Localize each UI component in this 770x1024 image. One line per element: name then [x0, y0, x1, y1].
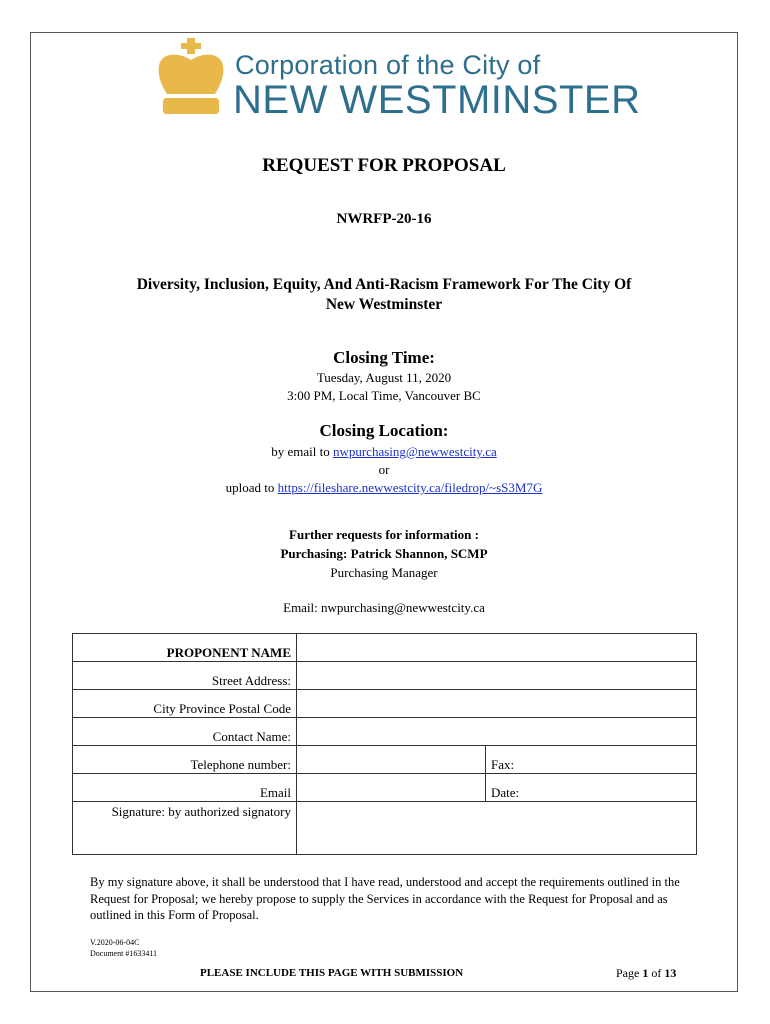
submission-email-link[interactable]: nwpurchasing@newwestcity.ca	[332, 444, 497, 459]
contact-name: Purchasing: Patrick Shannon, SCMP	[280, 546, 488, 561]
fax-field[interactable]	[486, 746, 697, 774]
street-address-label: Street Address:	[73, 662, 297, 690]
closing-location-details	[30, 443, 738, 497]
footer-instruction: PLEASE INCLUDE THIS PAGE WITH SUBMISSION	[200, 967, 464, 979]
email-prefix: by email to	[271, 444, 333, 459]
signature-statement: By my signature above, it shall be understood that I have read, understood and accept the requirements outlined in the Request for Proposal; we hereby propose to supply the Services in accordance with the Request for Proposal and as outlined in this Form of Proposal.	[90, 875, 680, 922]
version-number: V.2020-06-04C	[90, 938, 140, 947]
city-province-postal-label: City Province Postal Code	[73, 690, 297, 718]
page-prefix: Page	[616, 966, 643, 980]
proponent-name-label: PROPONENT NAME	[73, 634, 297, 662]
project-title	[30, 275, 738, 315]
document-title: REQUEST FOR PROPOSAL	[262, 155, 506, 176]
rfp-number: NWRFP-20-16	[336, 211, 432, 227]
upload-url-link[interactable]: https://fileshare.newwestcity.ca/filedrop/~sS3M7G	[277, 480, 543, 495]
project-title-line-1: Diversity, Inclusion, Equity, And Anti-Racism Framework For The City Of	[136, 276, 632, 293]
or-text: or	[378, 462, 390, 477]
upload-submission-line	[30, 479, 738, 497]
proponent-form	[72, 633, 697, 855]
closing-time-heading: Closing Time:	[333, 348, 435, 367]
upload-prefix: upload to	[225, 480, 278, 495]
email-submission-line	[30, 443, 738, 461]
date-label: Date:	[491, 785, 520, 800]
logo-line-2: NEW WESTMINSTER	[233, 78, 641, 122]
page-of: of	[648, 966, 665, 980]
project-title-line-2: New Westminster	[325, 296, 443, 313]
contact-name-field[interactable]	[297, 718, 697, 746]
contact-name-label: Contact Name:	[73, 718, 297, 746]
contact-role: Purchasing Manager	[330, 565, 438, 580]
date-field[interactable]	[486, 774, 697, 802]
contact-email: Email: nwpurchasing@newwestcity.ca	[283, 600, 485, 615]
closing-hour: 3:00 PM, Local Time, Vancouver BC	[287, 388, 481, 403]
page-total: 13	[664, 966, 677, 980]
signature-field[interactable]	[297, 802, 697, 855]
email-field[interactable]	[297, 774, 486, 802]
closing-date: Tuesday, August 11, 2020	[316, 370, 452, 385]
version-info	[90, 937, 157, 959]
crown-icon	[153, 38, 229, 118]
email-label: Email	[73, 774, 297, 802]
city-province-postal-field[interactable]	[297, 690, 697, 718]
telephone-field[interactable]	[297, 746, 486, 774]
contact-heading: Further requests for information :	[289, 527, 479, 542]
closing-location-heading: Closing Location:	[319, 421, 449, 440]
signature-label: Signature: by authorized signatory	[73, 802, 297, 855]
page-current: 1	[642, 966, 649, 980]
document-number: Document #1633411	[90, 949, 158, 958]
proponent-name-field[interactable]	[297, 634, 697, 662]
city-logo	[153, 38, 641, 122]
logo-line-1: Corporation of the City of	[235, 50, 541, 80]
fax-label: Fax:	[491, 757, 515, 772]
street-address-field[interactable]	[297, 662, 697, 690]
closing-time-details	[30, 369, 738, 405]
telephone-label: Telephone number:	[73, 746, 297, 774]
contact-info	[30, 525, 738, 582]
page-number	[616, 966, 676, 981]
